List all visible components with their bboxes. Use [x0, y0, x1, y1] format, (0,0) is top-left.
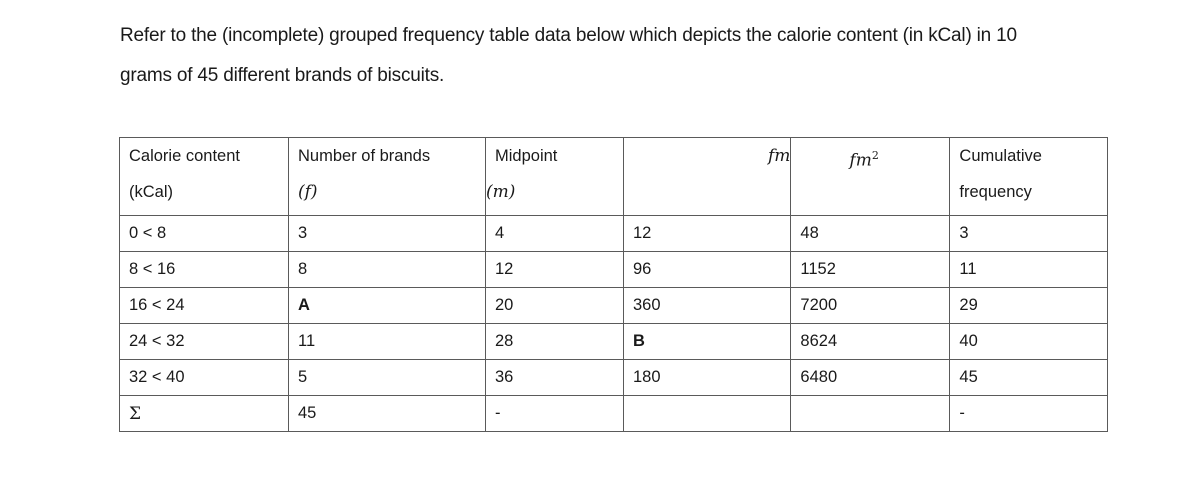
cell-frequency: 3	[289, 216, 486, 252]
header-fm: fm	[624, 138, 791, 216]
cell-total-midpoint: -	[486, 396, 624, 432]
header-midpoint: Midpoint (m)	[486, 138, 624, 216]
cell-cumulative-frequency: 45	[950, 360, 1108, 396]
cell-cumulative-frequency: 11	[950, 252, 1108, 288]
cell-midpoint: 36	[486, 360, 624, 396]
cell-sigma-label: Σ	[120, 396, 289, 432]
cell-interval: 32 < 40	[120, 360, 289, 396]
cell-frequency: 5	[289, 360, 486, 396]
cell-midpoint: 4	[486, 216, 624, 252]
header-calorie-content: Calorie content (kCal)	[120, 138, 289, 216]
cell-fm: 180	[624, 360, 791, 396]
header-cumulative-frequency: Cumulative frequency	[950, 138, 1108, 216]
cell-cumulative-frequency: 3	[950, 216, 1108, 252]
cell-fm-squared: 48	[791, 216, 950, 252]
cell-frequency: 11	[289, 324, 486, 360]
cell-midpoint: 20	[486, 288, 624, 324]
cell-midpoint: 12	[486, 252, 624, 288]
table-row	[120, 324, 1108, 360]
cell-fm-squared: 6480	[791, 360, 950, 396]
question-text	[120, 16, 1120, 96]
table-row	[120, 252, 1108, 288]
cell-total-fm	[624, 396, 791, 432]
question-line-2: grams of 45 different brands of biscuits.	[120, 65, 445, 86]
cell-fm: B	[624, 324, 791, 360]
table-row	[120, 360, 1108, 396]
table-row	[120, 288, 1108, 324]
cell-total-cumulative: -	[950, 396, 1108, 432]
cell-fm: 12	[624, 216, 791, 252]
header-number-of-brands: Number of brands (f)	[289, 138, 486, 216]
cell-interval: 8 < 16	[120, 252, 289, 288]
question-line-1: Refer to the (incomplete) grouped frequency table data below which depicts the calorie content (in kCal) in 10	[120, 25, 1017, 46]
cell-frequency: A	[289, 288, 486, 324]
cell-fm-squared: 7200	[791, 288, 950, 324]
cell-interval: 24 < 32	[120, 324, 289, 360]
table-header-row	[120, 138, 1108, 216]
cell-cumulative-frequency: 29	[950, 288, 1108, 324]
frequency-table	[119, 137, 1108, 432]
cell-fm: 360	[624, 288, 791, 324]
cell-interval: 0 < 8	[120, 216, 289, 252]
cell-total-fm-squared	[791, 396, 950, 432]
cell-fm-squared: 8624	[791, 324, 950, 360]
cell-cumulative-frequency: 40	[950, 324, 1108, 360]
table-total-row	[120, 396, 1108, 432]
cell-midpoint: 28	[486, 324, 624, 360]
cell-interval: 16 < 24	[120, 288, 289, 324]
cell-fm: 96	[624, 252, 791, 288]
cell-total-frequency: 45	[289, 396, 486, 432]
header-fm-squared: $fm^2$	[791, 138, 950, 216]
cell-fm-squared: 1152	[791, 252, 950, 288]
cell-frequency: 8	[289, 252, 486, 288]
table-row	[120, 216, 1108, 252]
